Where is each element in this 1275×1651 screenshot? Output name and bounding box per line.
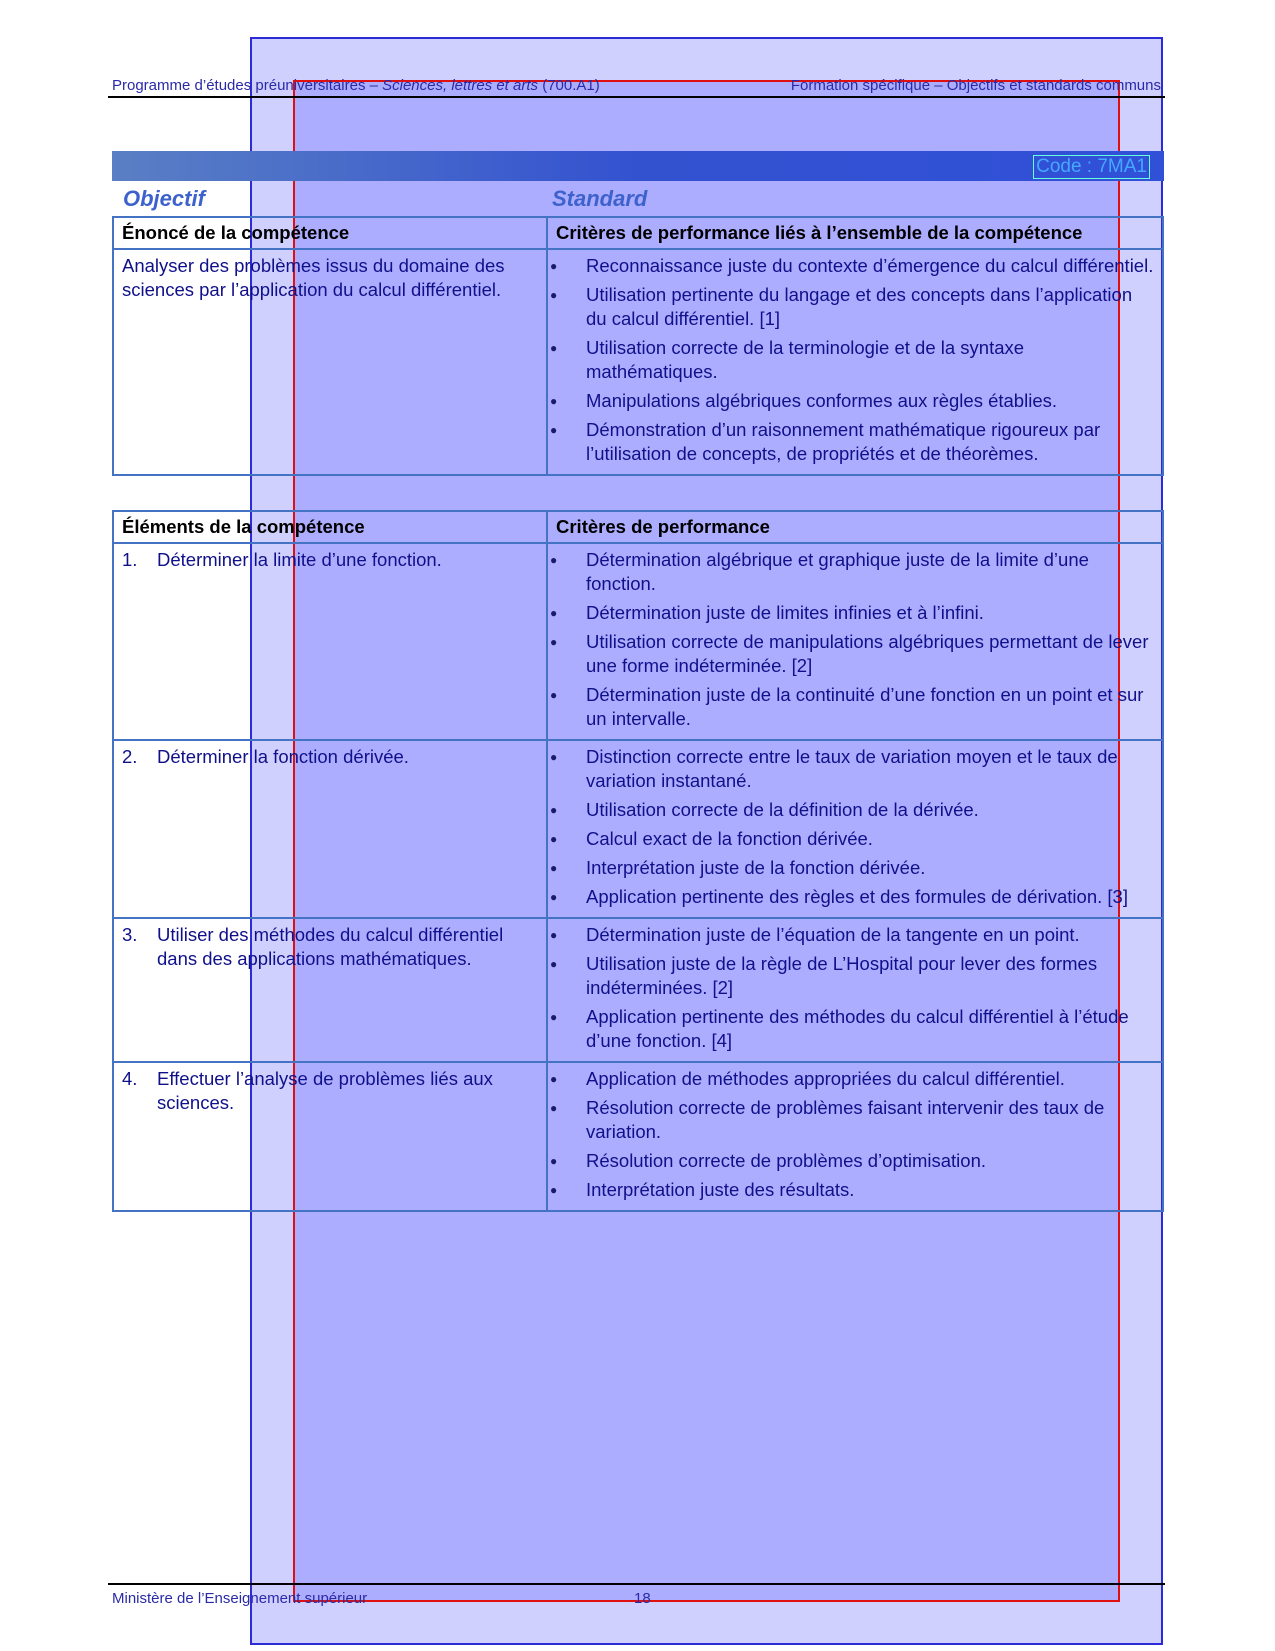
competence-criteria-list <box>547 249 1163 475</box>
bullet-icon: ● <box>550 341 558 355</box>
competence-statement: Analyser des problèmes issus du domaine des sciences par l’application du calcul différentiel. <box>122 255 505 300</box>
bullet-icon: ● <box>550 288 558 302</box>
bullet-icon: ● <box>550 928 558 942</box>
competence-statement-heading: Énoncé de la compétence <box>113 217 547 249</box>
bullet-icon: ● <box>550 1154 558 1168</box>
program-code: (700.A1) <box>538 77 600 94</box>
criterion-item: ● Application pertinente des méthodes du calcul différentiel à l’étude d’une fonction. [4] <box>550 1006 1129 1051</box>
criterion-item: ● Calcul exact de la fonction dérivée. <box>550 828 873 849</box>
criterion-item: ● Démonstration d’un raisonnement mathématique rigoureux par l’utilisation de concepts, de propriétés et de théorèmes. <box>550 419 1101 464</box>
criterion-item: ● Interprétation juste des résultats. <box>550 1179 855 1200</box>
criterion-item: ● Résolution correcte de problèmes d’optimisation. <box>550 1150 987 1171</box>
program-name: Sciences, lettres et arts <box>382 77 539 94</box>
criterion-item: ● Détermination juste de limites infinies et à l’infini. <box>550 602 984 623</box>
elements-table <box>112 510 1164 1212</box>
running-header-section: Formation spécifique – Objectifs et standards communs <box>790 77 1161 94</box>
element-text: 2. Déterminer la fonction dérivée. <box>122 746 409 767</box>
criterion-item: ● Utilisation pertinente du langage et des concepts dans l’application du calcul différentiel. [1] <box>550 284 1133 329</box>
criterion-item: ● Utilisation correcte de manipulations algébriques permettant de lever une forme indéterminée. [2] <box>550 631 1149 676</box>
elements-heading: Éléments de la compétence <box>113 511 547 543</box>
bullet-icon: ● <box>550 259 558 273</box>
elements-header-row <box>113 511 1163 543</box>
element-text: 3. Utiliser des méthodes du calcul différentiel dans des applications mathématiques. <box>122 924 504 969</box>
running-header-program <box>112 77 600 94</box>
element-row-1 <box>113 543 1163 740</box>
bullet-icon: ● <box>550 861 558 875</box>
bullet-icon: ● <box>550 1183 558 1197</box>
bullet-icon: ● <box>550 688 558 702</box>
bullet-icon: ● <box>550 803 558 817</box>
bullet-icon: ● <box>550 423 558 437</box>
element-criteria-list <box>547 1062 1163 1211</box>
bullet-icon: ● <box>550 1010 558 1024</box>
criterion-item: ● Utilisation correcte de la définition de la dérivée. <box>550 799 979 820</box>
program-prefix: Programme d’études préuniversitaires – <box>112 77 383 94</box>
header-rule <box>108 96 1165 98</box>
objectif-heading: Objectif <box>123 186 205 211</box>
bullet-icon: ● <box>550 1101 558 1115</box>
bullet-icon: ● <box>550 635 558 649</box>
element-row-3 <box>113 918 1163 1062</box>
element-row-2 <box>113 740 1163 918</box>
competence-criteria-heading: Critères de performance liés à l’ensemble de la compétence <box>547 217 1163 249</box>
criterion-item: ● Interprétation juste de la fonction dérivée. <box>550 857 926 878</box>
elements-criteria-heading: Critères de performance <box>547 511 1163 543</box>
bullet-icon: ● <box>550 1072 558 1086</box>
footer-rule <box>108 1583 1165 1585</box>
criterion-item: ● Détermination juste de la continuité d’une fonction en un point et sur un intervalle. <box>550 684 1144 729</box>
element-criteria-list <box>547 918 1163 1062</box>
criterion-item: ● Détermination juste de l’équation de la tangente en un point. <box>550 924 1080 945</box>
standard-heading: Standard <box>552 186 648 211</box>
course-code: Code : 7MA1 <box>1033 155 1150 179</box>
footer-ministry: Ministère de l’Enseignement supérieur <box>112 1590 368 1607</box>
bullet-icon: ● <box>550 553 558 567</box>
bullet-icon: ● <box>550 606 558 620</box>
code-bar <box>112 151 1164 181</box>
element-row-4 <box>113 1062 1163 1211</box>
page-number: 18 <box>634 1590 651 1607</box>
competence-table <box>112 216 1164 476</box>
element-text: 4. Effectuer l’analyse de problèmes liés aux sciences. <box>122 1068 493 1113</box>
bullet-icon: ● <box>550 957 558 971</box>
bullet-icon: ● <box>550 750 558 764</box>
element-text: 1. Déterminer la limite d’une fonction. <box>122 549 442 570</box>
element-criteria-list <box>547 543 1163 740</box>
bullet-icon: ● <box>550 394 558 408</box>
criterion-item: ● Reconnaissance juste du contexte d’émergence du calcul différentiel. <box>550 255 1154 276</box>
competence-row <box>113 249 1163 475</box>
criterion-item: ● Utilisation juste de la règle de L’Hospital pour lever des formes indéterminées. [2] <box>550 953 1098 998</box>
competence-header-row <box>113 217 1163 249</box>
criterion-item: ● Détermination algébrique et graphique juste de la limite d’une fonction. <box>550 549 1089 594</box>
element-criteria-list <box>547 740 1163 918</box>
criterion-item: ● Résolution correcte de problèmes faisant intervenir des taux de variation. <box>550 1097 1105 1142</box>
criterion-item: ● Application de méthodes appropriées du calcul différentiel. <box>550 1068 1065 1089</box>
criterion-item: ● Application pertinente des règles et des formules de dérivation. [3] <box>550 886 1128 907</box>
bullet-icon: ● <box>550 832 558 846</box>
bullet-icon: ● <box>550 890 558 904</box>
criterion-item: ● Utilisation correcte de la terminologie et de la syntaxe mathématiques. <box>550 337 1025 382</box>
criterion-item: ● Distinction correcte entre le taux de variation moyen et le taux de variation instantané. <box>550 746 1118 791</box>
criterion-item: ● Manipulations algébriques conformes aux règles établies. <box>550 390 1057 411</box>
